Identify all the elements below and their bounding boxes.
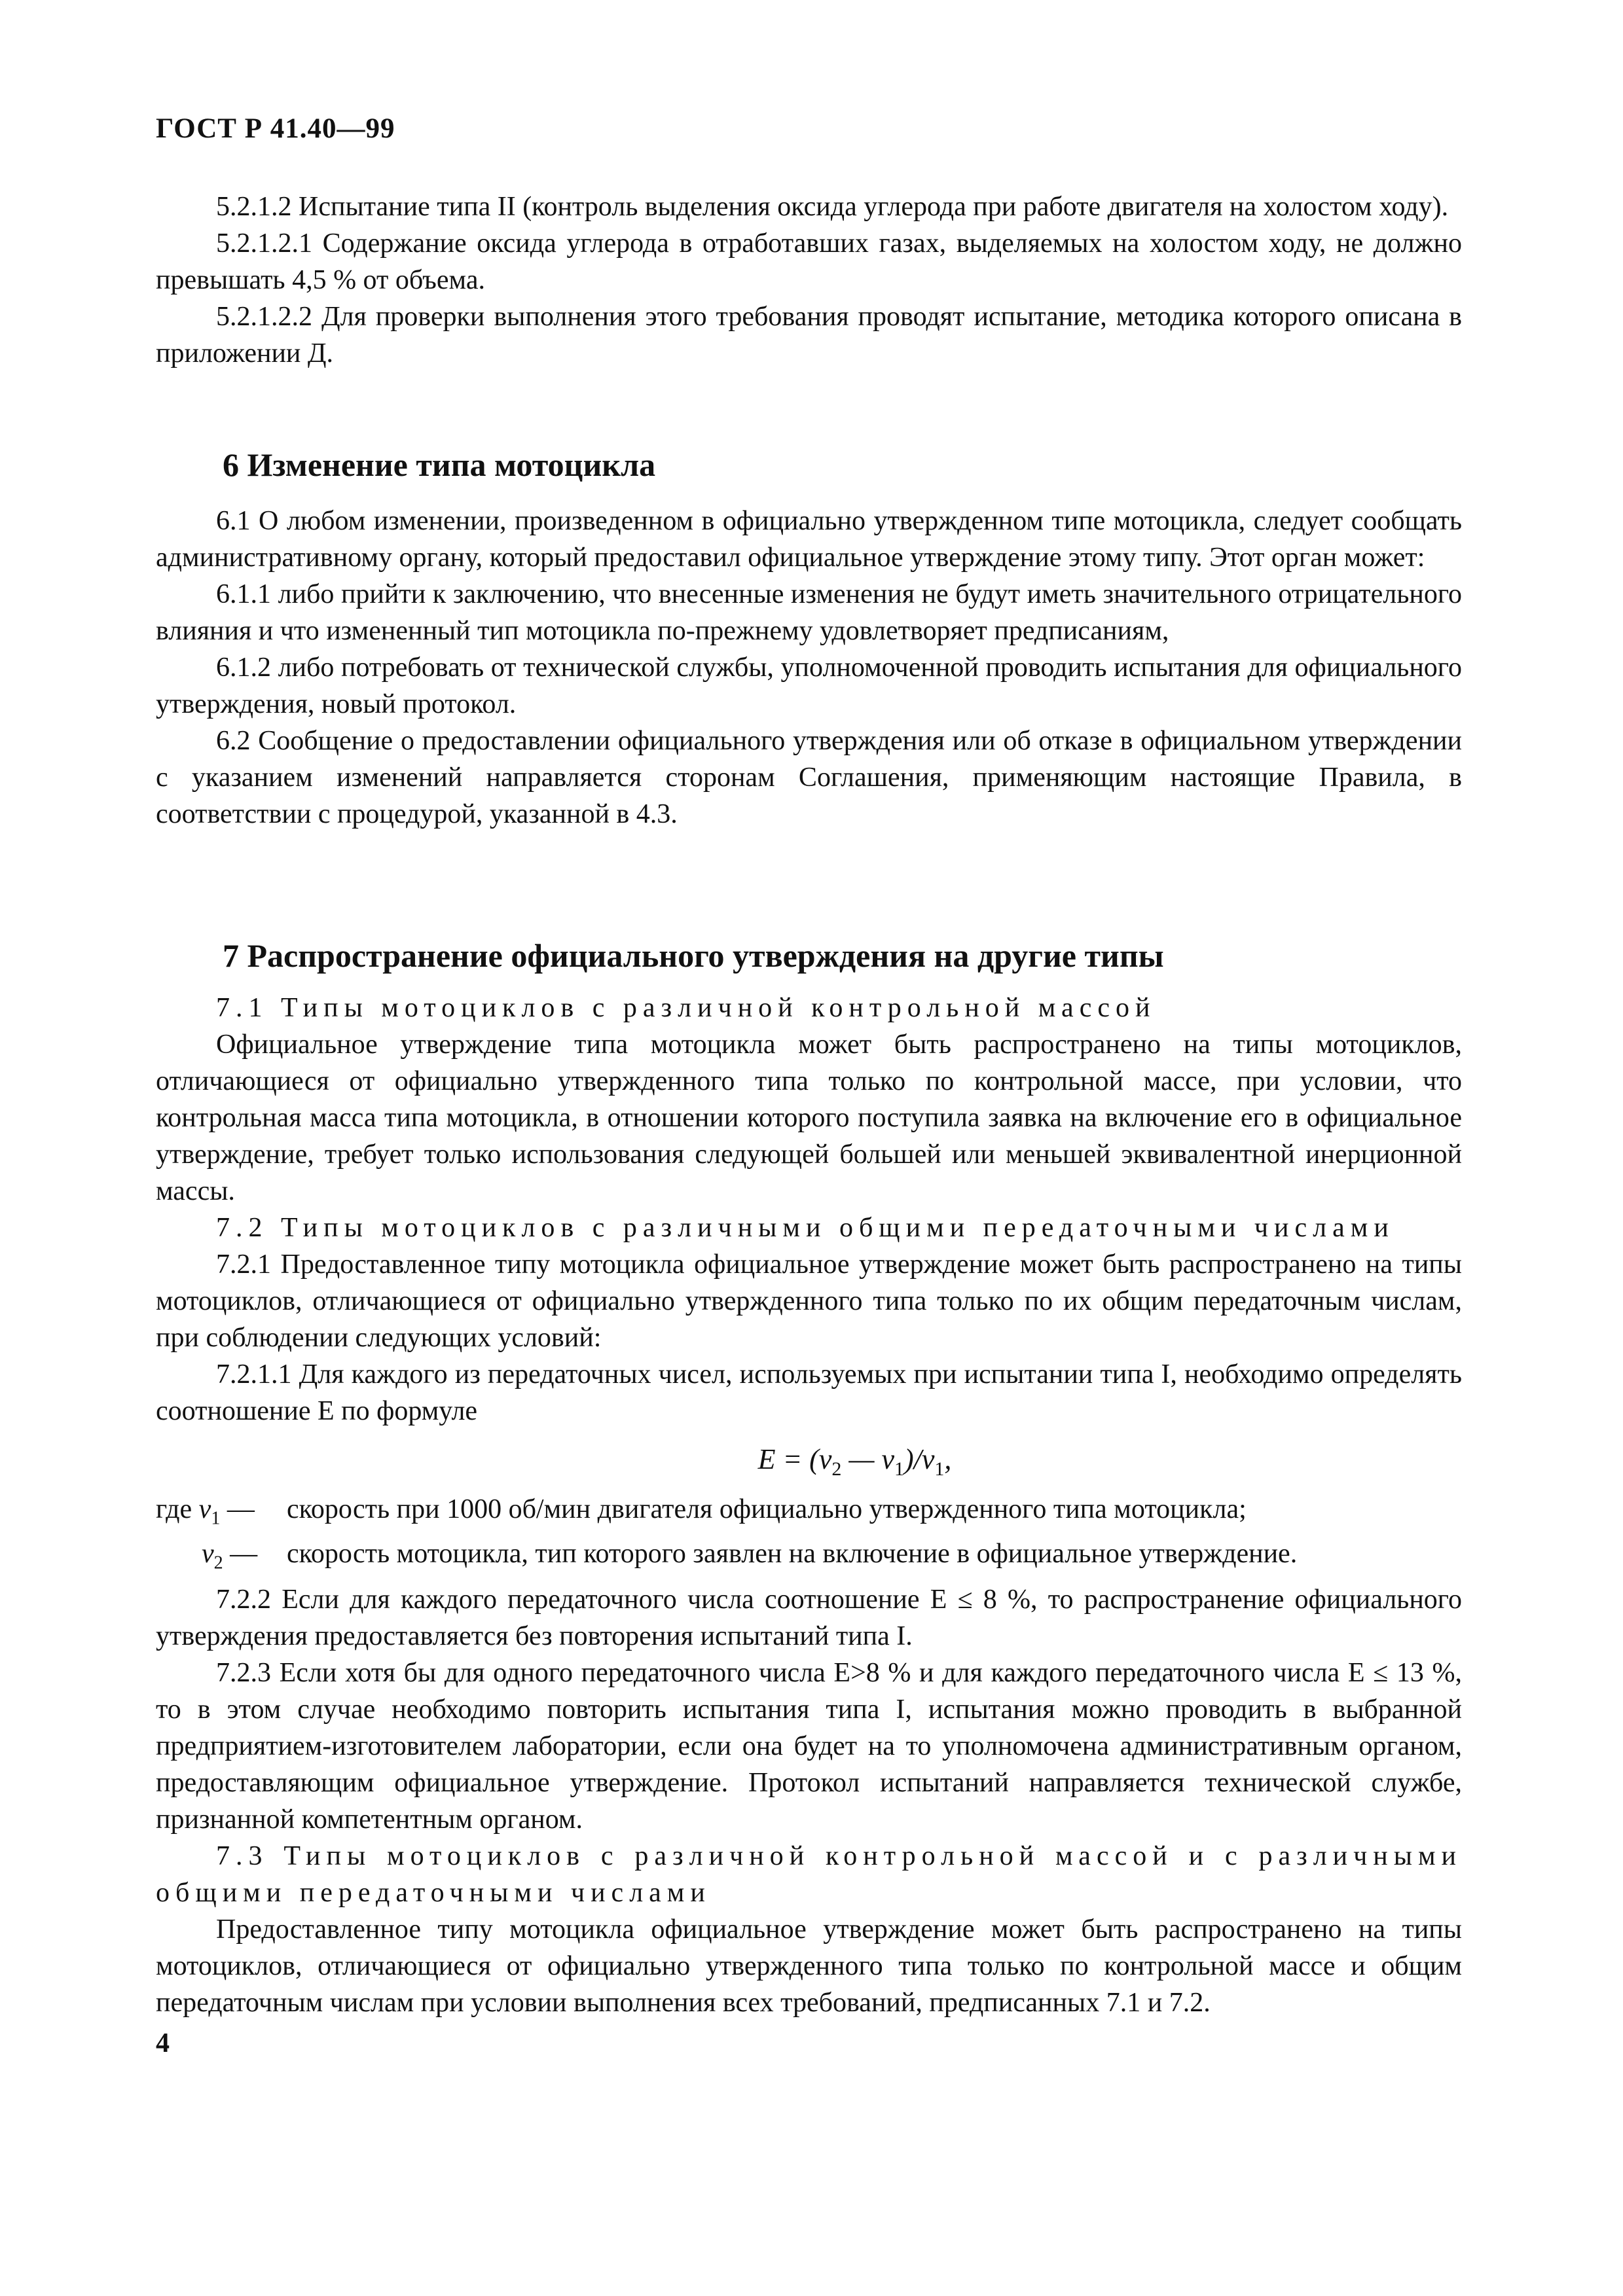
section-6 [156,445,1462,833]
subsection-7-3-title: 7.3 Типы мотоциклов с различной контрольной массой и с различными общими передаточными числами [156,1840,1462,1908]
formula-e [156,1440,1462,1489]
formula-part: E = (v [757,1443,832,1475]
formula-part: — v [841,1443,894,1475]
formula-part: , [944,1443,952,1475]
legend-v1-symbol [156,1492,287,1536]
legend-sub: 1 [211,1508,221,1529]
paragraph-7-2-1: 7.2.1 Предоставленное типу мотоцикла официальное утверждение может быть распространено на типы мотоциклов, отличающиеся от официально утвержденного типа только по их общим передаточным числам, при соблюдении следующих условий: [156,1249,1462,1353]
paragraph-6-1: 6.1 О любом изменении, произведенном в официально утвержденном типе мотоцикла, следует сообщать административному органу, который предоставил официальное утверждение этому типу. Этот орган может: [156,506,1462,573]
legend-v2-text: скорость мотоцикла, тип которого заявлен на включение в официальное утверждение. [287,1539,1298,1570]
subsection-7-1-text: Официальное утверждение типа мотоцикла может быть распространено на типы мотоциклов, отличающиеся от официально утвержденного типа только по контрольной массе, при условии, что контрольная масса типа мотоцикла, в отношении которого поступила заявка на включение его в официальное утверждение, требует только использования следующей большей или меньшей эквивалентной инерционной массы. [156,1030,1462,1206]
paragraph-7-2-2: 7.2.2 Если для каждого передаточного числа соотношение E ≤ 8 %, то распространение официального утверждения предоставляется без повторения испытаний типа I. [156,1584,1462,1651]
paragraph-5-2-1-2-2: 5.2.1.2.2 Для проверки выполнения этого требования проводят испытание, методика которого описана в приложении Д. [156,302,1462,368]
formula-sub: 2 [831,1458,842,1480]
formula-sub: 1 [934,1458,945,1480]
section-7-heading: 7 Распространение официального утверждения на другие типы [223,937,1164,974]
subsection-7-1-title: 7.1 Типы мотоциклов с различной контрольной массой [216,993,1156,1023]
paragraph-6-1-1: 6.1.1 либо прийти к заключению, что внесенные изменения не будут иметь значительного отрицательного влияния и что измененный тип мотоцикла по-прежнему удовлетворяет предписаниям, [156,579,1462,646]
paragraph-6-2: 6.2 Сообщение о предоставлении официального утверждения или об отказе в официальном утверждении с указанием изменений направляется сторонам Соглашения, применяющим настоящие Правила, в соответствии с процедурой, указанной в 4.3. [156,726,1462,829]
legend-prefix: где [156,1494,199,1524]
formula-part: )/v [904,1443,935,1475]
block-5-2-1-2 [156,188,1462,372]
paragraph-7-2-1-1: 7.2.1.1 Для каждого из передаточных чисел, используемых при испытании типа I, необходимо определять соотношение E по формуле [156,1359,1462,1426]
legend-sub: 2 [213,1552,223,1573]
paragraph-5-2-1-2-1: 5.2.1.2.1 Содержание оксида углерода в отработавших газах, выделяемых на холостом ходу, не должно превышать 4,5 % от объема. [156,228,1462,295]
subsection-7-2-title: 7.2 Типы мотоциклов с различными общими передаточными числами [216,1213,1395,1243]
section-7 [156,936,1462,2021]
subsection-7-3-text: Предоставленное типу мотоцикла официальное утверждение может быть распространено на типы мотоциклов, отличающиеся от официально утвержденного типа только по контрольной массе и общим передаточным числам при условии выполнения всех требований, предписанных 7.1 и 7.2. [156,1914,1462,2018]
section-6-heading: 6 Изменение типа мотоцикла [223,446,656,483]
paragraph-5-2-1-2: 5.2.1.2 Испытание типа II (контроль выделения оксида углерода при работе двигателя на холостом ходу). [216,192,1449,222]
formula-legend [156,1492,1462,1581]
legend-v2-symbol [156,1536,287,1581]
legend-symbol: v [202,1539,214,1570]
formula-sub: 1 [894,1458,904,1480]
document-header: ГОСТ Р 41.40—99 [156,113,395,144]
legend-dash: — [223,1539,258,1570]
legend-dash: — [220,1494,255,1524]
page-number: 4 [156,2028,170,2058]
legend-v1-text: скорость при 1000 об/мин двигателя официально утвержденного типа мотоцикла; [287,1494,1247,1524]
legend-symbol: v [198,1494,211,1524]
paragraph-7-2-3: 7.2.3 Если хотя бы для одного передаточного числа E>8 % и для каждого передаточного числа E ≤ 13 %, то в этом случае необходимо повторить испытания типа I, испытания можно проводить в выбранной предприятием-изготовителем лаборатории, если она будет на то уполномочена административным органом, предоставляющим официальное утверждение. Протокол испытаний направляется технической службе, признанной компетентным органом. [156,1657,1462,1835]
paragraph-6-1-2: 6.1.2 либо потребовать от технической службы, уполномоченной проводить испытания для официального утверждения, новый протокол. [156,653,1462,719]
